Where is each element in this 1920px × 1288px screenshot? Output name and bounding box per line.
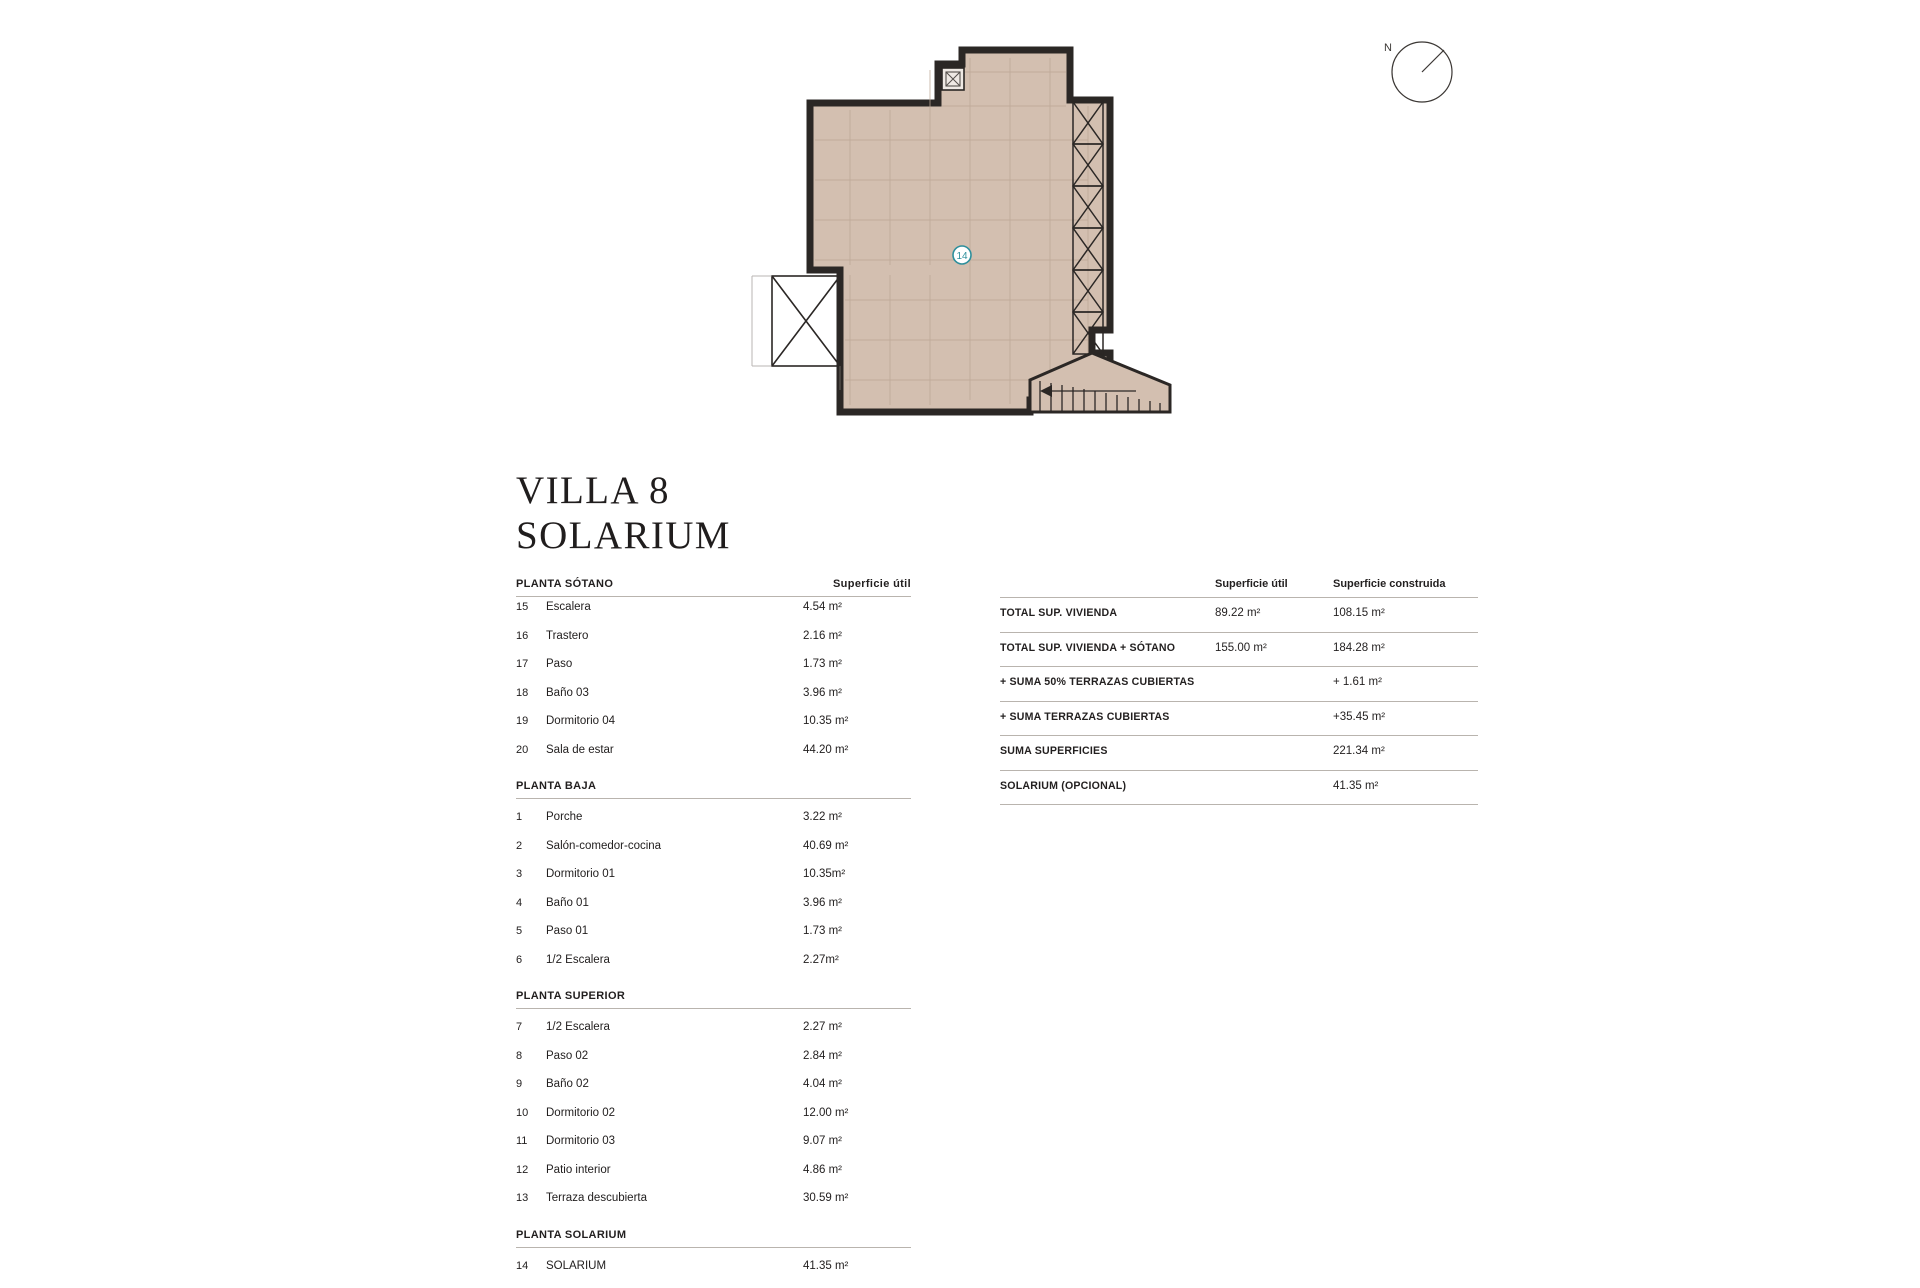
row-area: 30.59 m² — [803, 1192, 911, 1204]
row-name: Baño 02 — [546, 1078, 803, 1090]
row-area: 1.73 m² — [803, 658, 911, 670]
row-name: Sala de estar — [546, 744, 803, 756]
table-row — [516, 1107, 911, 1136]
room-marker-14 — [953, 246, 971, 264]
row-area: 3.22 m² — [803, 811, 911, 823]
row-area: 2.84 m² — [803, 1050, 911, 1062]
table-row — [516, 1260, 911, 1288]
title-line-1: VILLA 8 — [516, 468, 731, 513]
row-number: 9 — [516, 1078, 546, 1090]
row-area: 3.96 m² — [803, 897, 911, 909]
floor-plan — [740, 40, 1300, 510]
row-area: 41.35 m² — [803, 1260, 911, 1272]
row-number: 12 — [516, 1164, 546, 1176]
row-name: Baño 03 — [546, 687, 803, 699]
row-area: 9.07 m² — [803, 1135, 911, 1147]
table-row — [516, 811, 911, 840]
section-title: PLANTA SUPERIOR — [516, 990, 625, 1002]
row-area: 2.27m² — [803, 954, 911, 966]
row-name: Patio interior — [546, 1164, 803, 1176]
row-area: 2.27 m² — [803, 1021, 911, 1033]
table-row — [516, 687, 911, 716]
section-title: PLANTA SOLARIUM — [516, 1229, 626, 1241]
row-number: 13 — [516, 1192, 546, 1204]
summary-construida: + 1.61 m² — [1333, 676, 1478, 688]
spacer — [516, 803, 911, 811]
row-number: 20 — [516, 744, 546, 756]
row-area: 2.16 m² — [803, 630, 911, 642]
spacer — [516, 772, 911, 780]
room-schedule-table — [516, 578, 911, 1288]
summary-construida: 184.28 m² — [1333, 642, 1478, 654]
table-row — [516, 630, 911, 659]
summary-label: TOTAL SUP. VIVIENDA — [1000, 607, 1215, 619]
row-name: Baño 01 — [546, 897, 803, 909]
section-header-baja — [516, 780, 911, 799]
room-marker-label: 14 — [956, 251, 968, 262]
page-title — [516, 468, 731, 558]
row-name: Paso — [546, 658, 803, 670]
row-number: 8 — [516, 1050, 546, 1062]
compass-north-label: N — [1384, 42, 1392, 54]
compass-rose — [1370, 35, 1470, 110]
summary-label: SOLARIUM (OPCIONAL) — [1000, 780, 1215, 792]
row-name: Paso 02 — [546, 1050, 803, 1062]
summary-header-row — [1000, 578, 1478, 597]
row-name: Dormitorio 02 — [546, 1107, 803, 1119]
summary-label: SUMA SUPERFICIES — [1000, 745, 1215, 757]
row-number: 17 — [516, 658, 546, 670]
row-number: 14 — [516, 1260, 546, 1272]
summary-util: 89.22 m² — [1215, 607, 1333, 619]
summary-row — [1000, 770, 1478, 805]
row-number: 19 — [516, 715, 546, 727]
summary-row — [1000, 701, 1478, 736]
column-header-superficie-util: Superficie útil — [833, 578, 911, 590]
row-name: Terraza descubierta — [546, 1192, 803, 1204]
row-number: 6 — [516, 954, 546, 966]
row-number: 2 — [516, 840, 546, 852]
row-number: 11 — [516, 1135, 546, 1147]
summary-construida: 108.15 m² — [1333, 607, 1478, 619]
row-area: 3.96 m² — [803, 687, 911, 699]
row-area: 44.20 m² — [803, 744, 911, 756]
row-name: Dormitorio 03 — [546, 1135, 803, 1147]
summary-row — [1000, 735, 1478, 770]
row-name: 1/2 Escalera — [546, 954, 803, 966]
spacer — [516, 1221, 911, 1229]
table-row — [516, 954, 911, 983]
table-row — [516, 868, 911, 897]
header-superficie-util: Superficie útil — [1215, 578, 1333, 590]
header-superficie-construida: Superficie construida — [1333, 578, 1478, 590]
row-number: 7 — [516, 1021, 546, 1033]
summary-row — [1000, 666, 1478, 701]
row-name: Escalera — [546, 601, 803, 613]
row-area: 10.35m² — [803, 868, 911, 880]
table-row — [516, 1164, 911, 1193]
section-title: PLANTA BAJA — [516, 780, 596, 792]
row-number: 15 — [516, 601, 546, 613]
summary-label: + SUMA TERRAZAS CUBIERTAS — [1000, 711, 1215, 723]
spacer — [516, 982, 911, 990]
row-name: Porche — [546, 811, 803, 823]
area-summary-table — [1000, 578, 1478, 805]
table-row — [516, 1050, 911, 1079]
summary-util: 155.00 m² — [1215, 642, 1333, 654]
row-name: SOLARIUM — [546, 1260, 803, 1272]
row-number: 1 — [516, 811, 546, 823]
row-name: Dormitorio 01 — [546, 868, 803, 880]
row-name: 1/2 Escalera — [546, 1021, 803, 1033]
summary-row — [1000, 597, 1478, 632]
row-number: 10 — [516, 1107, 546, 1119]
section-header-sotano — [516, 578, 911, 597]
table-row — [516, 1078, 911, 1107]
row-area: 4.54 m² — [803, 601, 911, 613]
row-area: 4.04 m² — [803, 1078, 911, 1090]
table-row — [516, 1021, 911, 1050]
row-area: 1.73 m² — [803, 925, 911, 937]
lower-left-void — [772, 276, 840, 366]
spacer — [516, 1013, 911, 1021]
row-area: 10.35 m² — [803, 715, 911, 727]
title-line-2: SOLARIUM — [516, 513, 731, 558]
table-row — [516, 1192, 911, 1221]
row-area: 4.86 m² — [803, 1164, 911, 1176]
row-number: 5 — [516, 925, 546, 937]
table-row — [516, 715, 911, 744]
roof-equipment-icon — [942, 68, 964, 90]
row-area: 12.00 m² — [803, 1107, 911, 1119]
summary-label: TOTAL SUP. VIVIENDA + SÓTANO — [1000, 642, 1215, 654]
row-number: 18 — [516, 687, 546, 699]
row-number: 16 — [516, 630, 546, 642]
section-header-solarium — [516, 1229, 911, 1248]
section-title: PLANTA SÓTANO — [516, 578, 613, 590]
table-row — [516, 744, 911, 773]
table-row — [516, 1135, 911, 1164]
table-row — [516, 601, 911, 630]
row-number: 4 — [516, 897, 546, 909]
table-row — [516, 840, 911, 869]
summary-construida: +35.45 m² — [1333, 711, 1478, 723]
summary-construida: 41.35 m² — [1333, 780, 1478, 792]
row-name: Trastero — [546, 630, 803, 642]
row-name: Salón-comedor-cocina — [546, 840, 803, 852]
summary-row — [1000, 632, 1478, 667]
section-header-superior — [516, 990, 911, 1009]
row-name: Dormitorio 04 — [546, 715, 803, 727]
table-row — [516, 658, 911, 687]
table-row — [516, 925, 911, 954]
table-row — [516, 897, 911, 926]
plan-outer-wall — [810, 50, 1110, 412]
summary-label: + SUMA 50% TERRAZAS CUBIERTAS — [1000, 676, 1215, 688]
row-area: 40.69 m² — [803, 840, 911, 852]
row-number: 3 — [516, 868, 546, 880]
summary-construida: 221.34 m² — [1333, 745, 1478, 757]
spacer — [516, 1252, 911, 1260]
row-name: Paso 01 — [546, 925, 803, 937]
